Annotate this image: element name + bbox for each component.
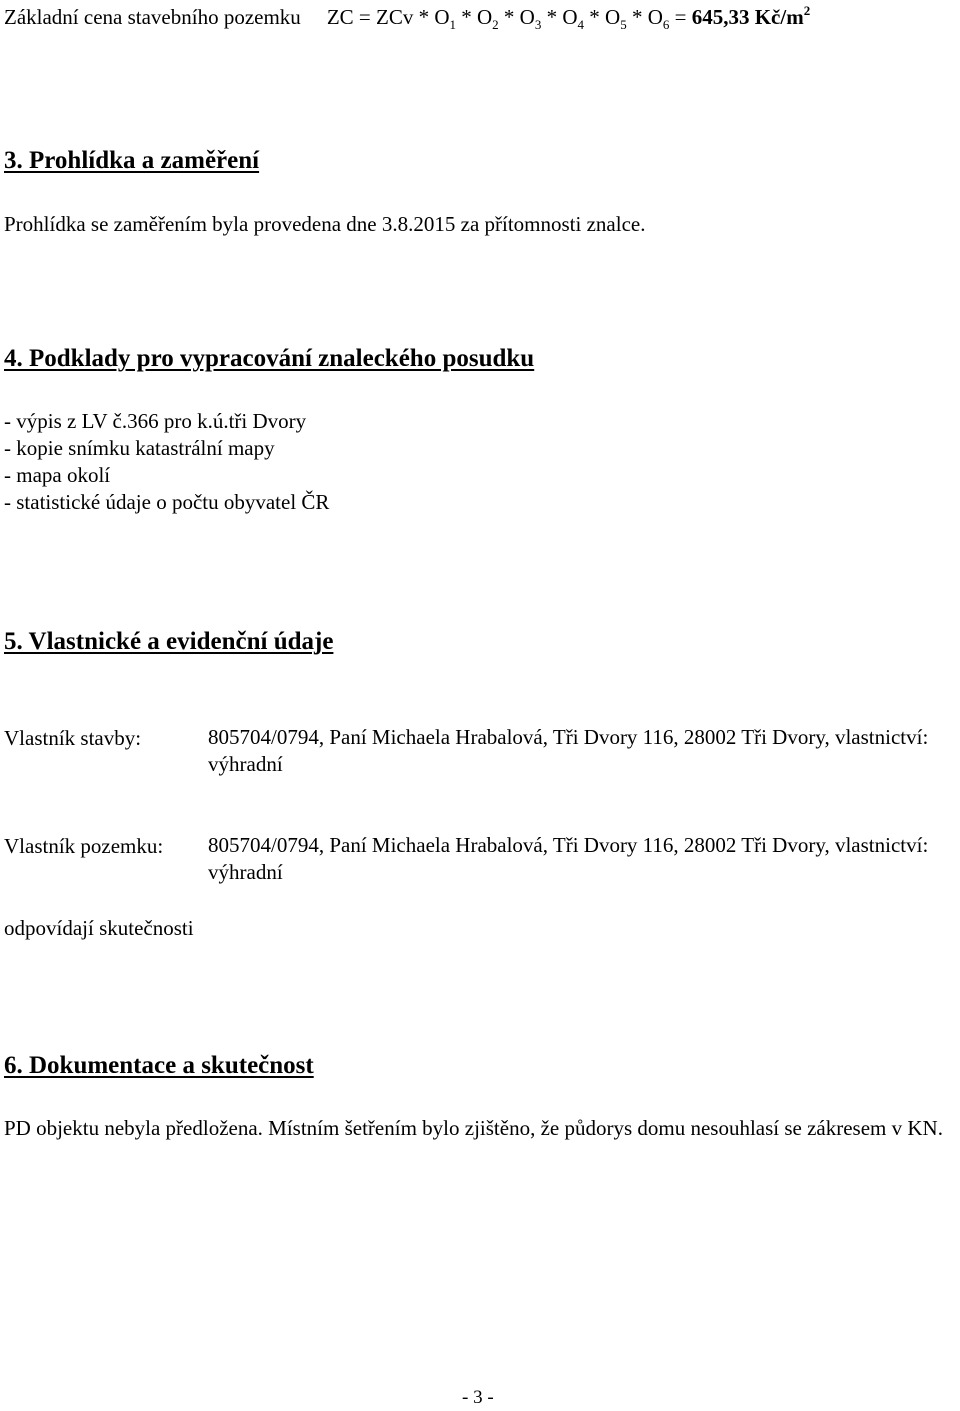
owner-land-label: Vlastník pozemku: xyxy=(4,834,164,858)
owner-building-label: Vlastník stavby: xyxy=(4,726,142,750)
list-item: - kopie snímku katastrální mapy xyxy=(4,436,275,460)
section-6-text: PD objektu nebyla předložena. Místním šetřením bylo zjištěno, že půdorys domu nesouhlasí se zákresem v KN. xyxy=(4,1116,943,1140)
section-6-title: 6. Dokumentace a skutečnost xyxy=(4,1052,314,1079)
section-3-title: 3. Prohlídka a zaměření xyxy=(4,147,260,174)
base-price-label: Základní cena stavebního pozemku xyxy=(4,5,301,29)
sources-list xyxy=(4,408,329,516)
price-formula: ZC = ZCv * $O_1 * O_2 * O_3 * O_4 * O_5 * O_6$ xyxy=(326,5,670,32)
section-4-title: 4. Podklady pro vypracování znaleckého posudku xyxy=(4,345,535,372)
price-equals: = xyxy=(669,5,692,29)
list-item: - mapa okolí xyxy=(4,463,111,487)
list-item: - výpis z LV č.366 pro k.ú.tři Dvory xyxy=(4,409,307,433)
owner-note: odpovídají skutečnosti xyxy=(4,916,194,940)
owner-land-value: 805704/0794, Paní Michaela Hrabalová, Tři Dvory 116, 28002 Tři Dvory, vlastnictví: výhradní xyxy=(208,833,929,884)
section-5-title: 5. Vlastnické a evidenční údaje xyxy=(4,628,334,655)
base-price-line xyxy=(4,4,810,31)
page-number: - 3 - xyxy=(462,1387,494,1408)
owner-building-value: 805704/0794, Paní Michaela Hrabalová, Tři Dvory 116, 28002 Tři Dvory, vlastnictví: výhradní xyxy=(208,725,929,776)
price-result: 645,33 $Kč/m^2$ xyxy=(691,3,811,29)
section-3-text: Prohlídka se zaměřením byla provedena dne 3.8.2015 za přítomnosti znalce. xyxy=(4,212,646,236)
list-item: - statistické údaje o počtu obyvatel ČR xyxy=(4,490,330,514)
